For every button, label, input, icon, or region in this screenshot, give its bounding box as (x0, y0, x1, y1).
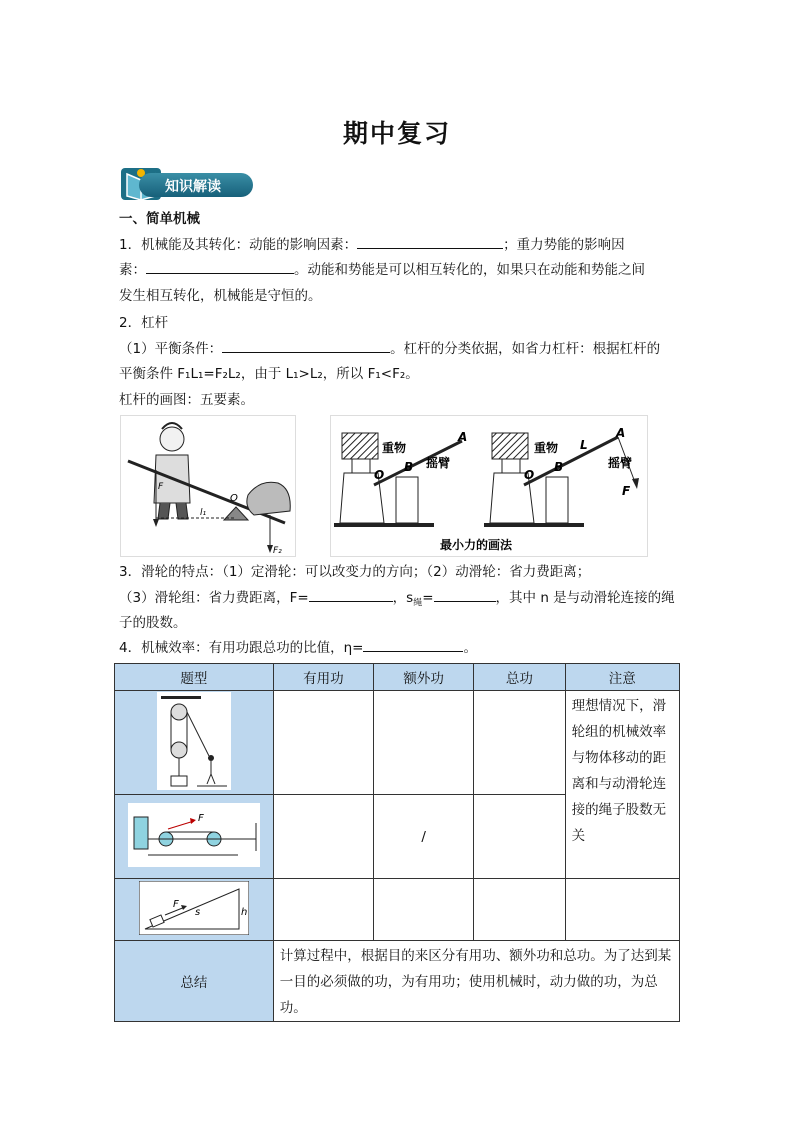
badge-label: 知识解读 (165, 179, 221, 195)
type-cell-horizontal (115, 795, 274, 879)
type-cell-incline (115, 879, 274, 941)
text: 1．机械能及其转化：动能的影响因素： (119, 237, 358, 253)
paragraph-1-line-2 (119, 260, 645, 280)
fill-blank[interactable] (146, 260, 294, 274)
label-o: O (374, 468, 385, 482)
text: 4．机械效率：有用功跟总功的比值，η= (119, 640, 364, 656)
pulley-system-icon (157, 692, 231, 790)
col-header-total: 总功 (474, 664, 565, 691)
label-o-2: O (524, 468, 535, 482)
summary-text: 计算过程中，根据目的来区分有用功、额外功和总功。为了达到某一目的必须做的功，为有用功；使用机械时，动力做的功，为总功。 (273, 941, 679, 1022)
total-work-cell[interactable] (474, 795, 565, 879)
paragraph-1-line-3: 发生相互转化，机械能是守恒的。 (119, 288, 322, 304)
label-arm-2: 摇臂 (608, 456, 633, 470)
summary-label: 总结 (115, 941, 274, 1022)
paragraph-2-line-2: 平衡条件 F₁L₁=F₂L₂，由于 L₁>L₂，所以 F₁<F₂。 (119, 366, 419, 382)
paragraph-3-line-3: 子的股数。 (119, 615, 187, 631)
text: 素： (119, 262, 146, 278)
paragraph-2-heading: 2．杠杆 (119, 315, 169, 331)
label-weight-2: 重物 (534, 441, 559, 455)
total-work-cell[interactable] (474, 691, 565, 795)
useful-work-cell[interactable] (273, 691, 373, 795)
label-o: O (230, 493, 238, 504)
text: （1）平衡条件： (119, 341, 223, 357)
label-f: F (158, 482, 164, 492)
paragraph-2-line-3: 杠杆的画图：五要素。 (119, 392, 254, 408)
fill-blank[interactable] (222, 339, 390, 353)
text: 。动能和势能是可以相互转化的，如果只在动能和势能之间 (294, 262, 645, 278)
text: （3）滑轮组：省力费距离，F= (119, 590, 309, 606)
label-l1: l₁ (200, 508, 207, 518)
section-heading: 一、简单机械 (119, 211, 200, 227)
paragraph-3-line-1: 3．滑轮的特点：（1）定滑轮：可以改变力的方向；（2）动滑轮：省力费距离； (119, 564, 591, 580)
fill-blank[interactable] (309, 588, 393, 602)
text: ，s (392, 590, 414, 606)
col-header-type: 题型 (115, 664, 274, 691)
label-f: F (622, 484, 631, 498)
text: ，其中 n 是与动滑轮连接的绳 (495, 590, 675, 606)
fill-blank[interactable] (434, 588, 496, 602)
label-b-2: B (554, 460, 564, 474)
col-header-note: 注意 (565, 664, 679, 691)
label-f: F (172, 898, 179, 910)
text: = (422, 590, 434, 606)
label-f2: F₂ (273, 546, 282, 556)
label-a: A (458, 430, 468, 444)
paragraph-4 (119, 638, 477, 658)
label-f: F (197, 812, 204, 824)
useful-work-cell[interactable] (273, 795, 373, 879)
label-l: L (580, 438, 588, 452)
type-cell-pulley (115, 691, 274, 795)
label-b: B (404, 460, 414, 474)
text: 。 (463, 640, 477, 656)
text: 。杠杆的分类依据，如省力杠杆：根据杠杆的 (390, 341, 661, 357)
paragraph-3-line-2 (119, 588, 675, 614)
page-title: 期中复习 (342, 119, 451, 148)
horizontal-pull-icon (128, 803, 260, 867)
extra-work-cell[interactable]: / (374, 795, 474, 879)
section-badge (119, 166, 255, 200)
label-weight: 重物 (382, 441, 407, 455)
useful-work-cell[interactable] (273, 879, 373, 941)
extra-work-cell[interactable] (374, 879, 474, 941)
subscript: 绳 (413, 598, 423, 609)
label-h: h (240, 906, 248, 918)
label-s: s (194, 906, 201, 918)
note-cell-empty[interactable] (565, 879, 679, 941)
crank-figure (330, 415, 648, 557)
note-cell: 理想情况下，滑轮组的机械效率与物体移动的距离和与动滑轮连接的绳子股数无关 (565, 691, 679, 879)
fill-blank[interactable] (357, 235, 503, 249)
incline-icon (139, 881, 249, 935)
paragraph-2-line-1 (119, 339, 660, 359)
lever-figure (120, 415, 296, 557)
text: ；重力势能的影响因 (503, 237, 625, 253)
extra-work-cell[interactable] (374, 691, 474, 795)
label-a-2: A (616, 426, 626, 440)
label-arm: 摇臂 (426, 456, 451, 470)
efficiency-table (114, 663, 680, 1022)
col-header-extra: 额外功 (374, 664, 474, 691)
col-header-useful: 有用功 (273, 664, 373, 691)
figure-caption: 最小力的画法 (440, 538, 513, 552)
fill-blank[interactable] (363, 638, 463, 652)
paragraph-1-line-1 (119, 235, 625, 255)
total-work-cell[interactable] (474, 879, 565, 941)
